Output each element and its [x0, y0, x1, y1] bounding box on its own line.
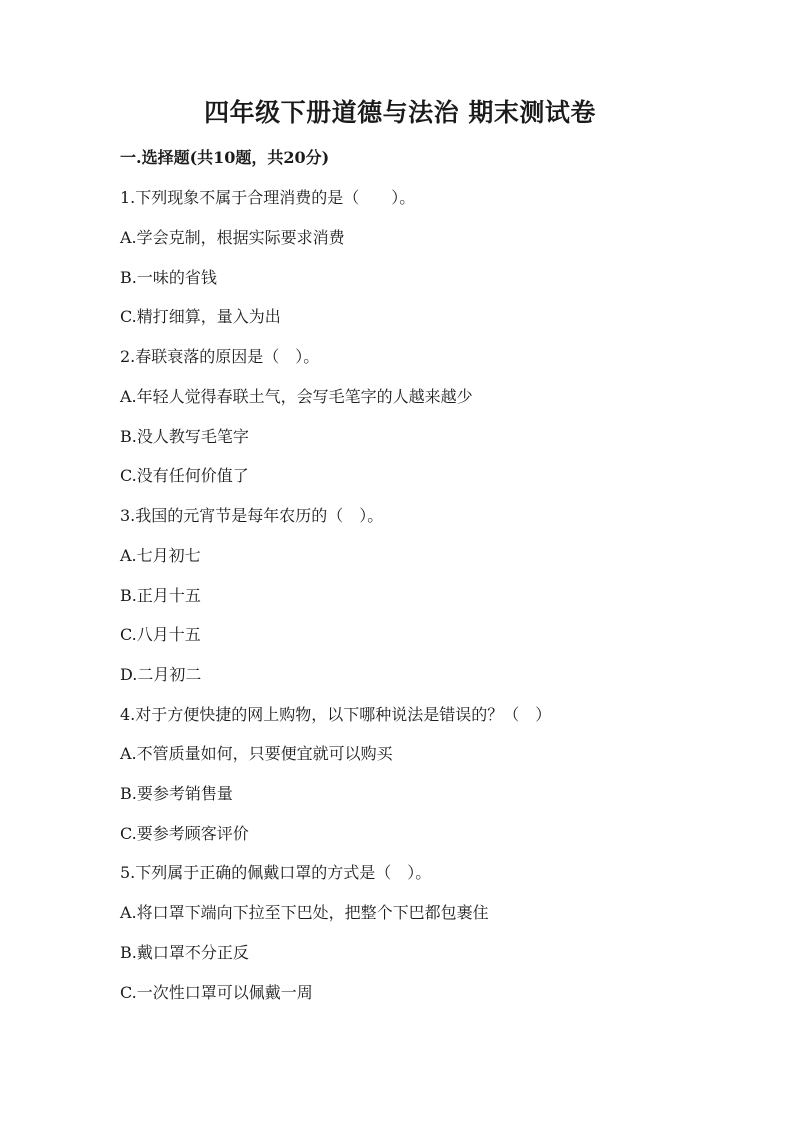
option-line: B.一味的省钱: [120, 268, 217, 287]
option-line: A.不管质量如何，只要便宜就可以购买: [120, 744, 393, 763]
option-line: C.没有任何价值了: [120, 466, 249, 485]
option-line: C.要参考顾客评价: [120, 824, 249, 843]
option-line: A.学会克制，根据实际要求消费: [120, 228, 345, 247]
option-line: B.戴口罩不分正反: [120, 943, 249, 962]
page-title: 四年级下册道德与法治 期末测试卷: [204, 98, 596, 127]
question-line: 3.我国的元宵节是每年农历的（ ）。: [120, 506, 384, 525]
option-line: C.一次性口罩可以佩戴一周: [120, 983, 313, 1002]
option-line: D.二月初二: [120, 665, 202, 684]
option-line: A.将口罩下端向下拉至下巴处，把整个下巴都包裹住: [120, 903, 489, 922]
question-line: 5.下列属于正确的佩戴口罩的方式是（ ）。: [120, 863, 432, 882]
option-line: A.年轻人觉得春联土气，会写毛笔字的人越来越少: [120, 387, 473, 406]
option-line: B.正月十五: [120, 586, 201, 605]
question-line: 4.对于方便快捷的网上购物，以下哪种说法是错误的？（ ）: [120, 705, 552, 724]
option-line: A.七月初七: [120, 546, 201, 565]
option-line: C.精打细算，量入为出: [120, 307, 281, 326]
option-line: B.要参考销售量: [120, 784, 233, 803]
question-line: 1.下列现象不属于合理消费的是（ ）。: [120, 188, 416, 207]
option-line: C.八月十五: [120, 625, 201, 644]
section-heading: 一.选择题(共10题，共20分): [120, 148, 330, 167]
option-line: B.没人教写毛笔字: [120, 427, 249, 446]
question-line: 2.春联衰落的原因是（ ）。: [120, 347, 320, 366]
